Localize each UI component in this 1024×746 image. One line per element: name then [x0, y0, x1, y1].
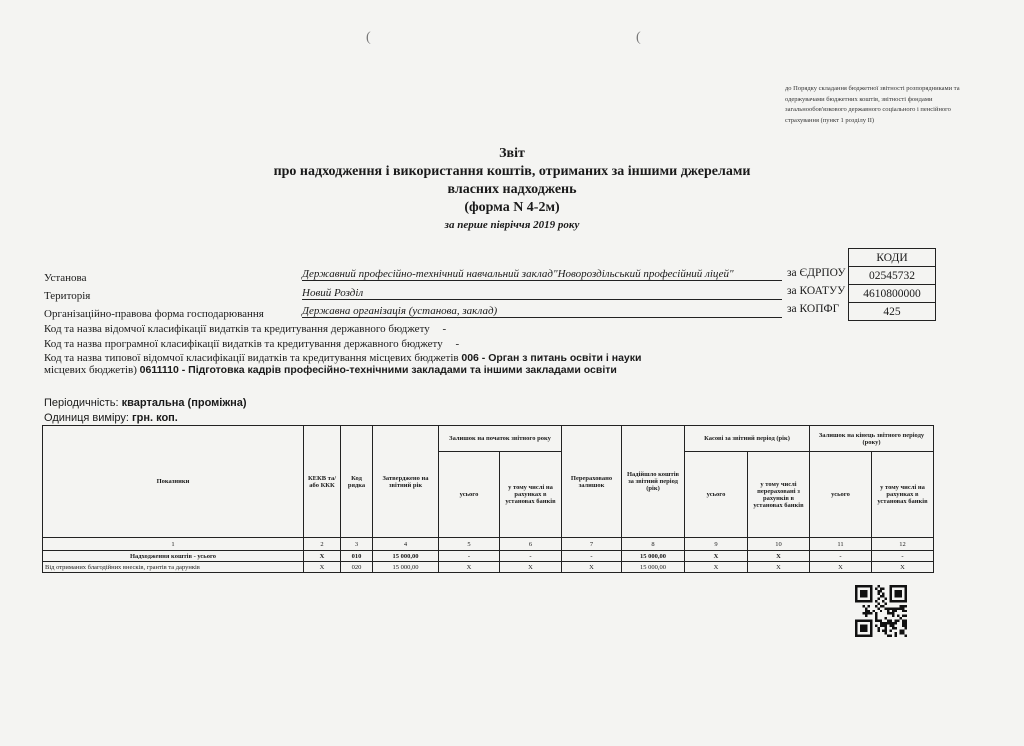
column-number: 10 — [748, 538, 810, 551]
column-number: 11 — [810, 538, 872, 551]
column-number: 3 — [341, 538, 373, 551]
column-number: 5 — [439, 538, 500, 551]
periodicity: Періодичність: квартальна (проміжна) — [44, 397, 247, 409]
column-number: 9 — [685, 538, 748, 551]
header-approved: Затверджено на звітний рік — [373, 426, 439, 538]
legal-form-label: Організаційно-правова форма господарювання — [44, 308, 264, 320]
institution-value: Державний професійно-технічний навчальний заклад"Новороздільський професійний ліцей" — [302, 268, 782, 281]
codes-header: КОДИ — [849, 249, 936, 267]
header-received: Надійшло коштів за звітний період (рік) — [622, 426, 685, 538]
program-code-value: - — [455, 338, 460, 350]
qr-code-icon — [855, 583, 907, 639]
header-total-cash: усього — [685, 452, 748, 538]
local-code-line-2: місцевих бюджетів) 0611110 - Підготовка кадрів професійно-технічними закладами та іншими закладами освіти — [44, 364, 617, 376]
codes-table — [848, 248, 936, 321]
report-subtitle-1: про надходження і використання коштів, отриманих за іншими джерелами — [273, 164, 751, 179]
column-number: 1 — [43, 538, 304, 551]
header-total-start: усього — [439, 452, 500, 538]
column-numbers-row — [43, 538, 934, 551]
scan-mark: ( — [636, 30, 641, 45]
edrpou-code: 02545732 — [849, 267, 936, 285]
program-code-label: Код та назва програмної класифікації видатків та кредитування державного бюджету - — [44, 338, 460, 350]
header-indicators: Показники — [43, 426, 304, 538]
territory-label: Територія — [44, 290, 91, 302]
local-code-line-1: Код та назва типової відомчої класифікації видатків та кредитування місцевих бюджетів 006 - Орган з питань освіти і науки — [44, 352, 642, 364]
table-row: Від отриманих благодійних внесків, грантів та дарунків X 020 15 000,00 X X X 15 000,00 X X X X — [43, 562, 934, 573]
unit: Одиниця виміру: грн. коп. — [44, 412, 178, 424]
local-code-value-1: 006 - Орган з питань освіти і науки — [461, 352, 642, 364]
territory-value: Новий Розділ — [302, 287, 782, 300]
report-table — [42, 425, 934, 573]
koatuu-code: 4610800000 — [849, 285, 936, 303]
column-number: 2 — [304, 538, 341, 551]
header-incl-banks-end: у тому числі на рахунках в установах банків — [872, 452, 934, 538]
column-number: 7 — [562, 538, 622, 551]
header-cash: Касові за звітний період (рік) — [685, 426, 810, 452]
header-transferred: Перераховано залишок — [562, 426, 622, 538]
scan-mark: ( — [366, 30, 371, 45]
kopfg-code: 425 — [849, 303, 936, 321]
header-balance-start: Залишок на початок звітного року — [439, 426, 562, 452]
report-period: за перше півріччя 2019 року — [444, 219, 580, 231]
local-code-value-2: 0611110 - Підготовка кадрів професійно-технічними закладами та іншими закладами освіти — [139, 364, 617, 376]
koatuu-label: за КОАТУУ — [787, 285, 846, 297]
header-incl-banks-start: у тому числі на рахунках в установах банків — [500, 452, 562, 538]
header-row-code: Код рядка — [341, 426, 373, 538]
table-row: Надходження коштів - усього X 010 15 000,00 - - - 15 000,00 X X - - — [43, 551, 934, 562]
edrpou-label: за ЄДРПОУ — [787, 267, 846, 279]
kopfg-label: за КОПФГ — [787, 303, 840, 315]
column-number: 12 — [872, 538, 934, 551]
legal-form-value: Державна організація (установа, заклад) — [302, 305, 782, 318]
dept-code-label: Код та назва відомчої класифікації видатків та кредитування державного бюджету - — [44, 323, 447, 335]
institution-label: Установа — [44, 272, 87, 284]
column-number: 4 — [373, 538, 439, 551]
header-balance-end: Залишок на кінець звітного періоду (року) — [810, 426, 934, 452]
annex-note: до Порядку складання бюджетної звітності розпорядниками та одержувачами бюджетних коштів, звітності фондами загальнообов'язкового державного соціального і пенсійного страхування (пункт 1 розділу II) — [785, 85, 960, 124]
header-incl-transferred: у тому числі перераховані з рахунків в установах банків — [748, 452, 810, 538]
report-subtitle-2: власних надходжень — [447, 182, 577, 197]
report-form: (форма N 4-2м) — [464, 200, 560, 215]
periodicity-value: квартальна (проміжна) — [121, 397, 247, 409]
report-title: Звіт — [499, 146, 525, 161]
header-kekv: КЕКВ та/або ККК — [304, 426, 341, 538]
dept-code-value: - — [442, 323, 447, 335]
header-total-end: усього — [810, 452, 872, 538]
unit-value: грн. коп. — [132, 412, 178, 424]
column-number: 6 — [500, 538, 562, 551]
column-number: 8 — [622, 538, 685, 551]
